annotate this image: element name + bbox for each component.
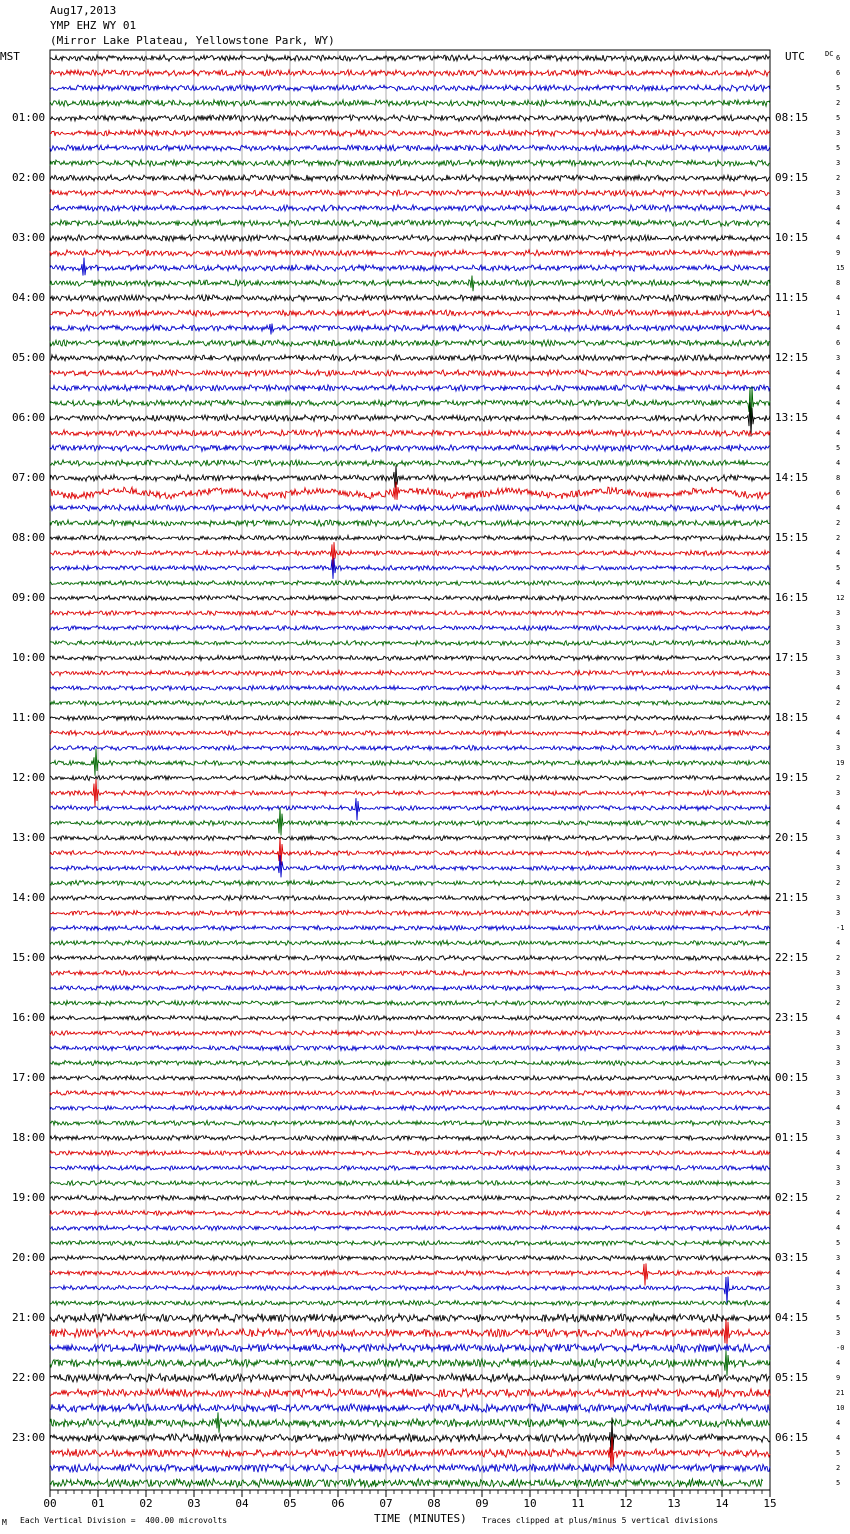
dc-offset-value: 4 xyxy=(836,1269,841,1277)
dc-offset-value: 9 xyxy=(836,249,841,257)
dc-offset-value: 3 xyxy=(836,129,841,137)
dc-offset-value: 2 xyxy=(836,999,841,1007)
dc-offset-value: 4 xyxy=(836,1209,841,1217)
right-hour-label: 11:15 xyxy=(775,291,809,304)
right-hour-label: 06:15 xyxy=(775,1431,809,1444)
dc-offset-value: 3 xyxy=(836,1059,841,1067)
left-hour-label: 14:00 xyxy=(12,891,46,904)
right-hour-label: 23:15 xyxy=(775,1011,809,1024)
right-hour-label: 18:15 xyxy=(775,711,809,724)
left-hour-label: 03:00 xyxy=(12,231,46,244)
left-hour-label: 01:00 xyxy=(12,111,46,124)
right-hour-label: 04:15 xyxy=(775,1311,809,1324)
x-tick-label: 05 xyxy=(283,1497,297,1510)
right-hour-label: 03:15 xyxy=(775,1251,809,1264)
x-tick-label: 06 xyxy=(331,1497,345,1510)
dc-offset-value: 3 xyxy=(836,624,841,632)
left-hour-label: 02:00 xyxy=(12,171,46,184)
dc-offset-value: 4 xyxy=(836,939,841,947)
right-hour-label: 02:15 xyxy=(775,1191,809,1204)
dc-offset-value: 5 xyxy=(836,1239,841,1247)
left-hour-label: 12:00 xyxy=(12,771,46,784)
dc-offset-value: 3 xyxy=(836,1074,841,1082)
dc-offset-value: 3 xyxy=(836,744,841,752)
dc-offset-value: 4 xyxy=(836,1299,841,1307)
x-tick-label: 07 xyxy=(379,1497,393,1510)
dc-offset-value: 6 xyxy=(836,339,841,347)
left-timezone-label: MST xyxy=(0,50,20,63)
left-hour-label: 13:00 xyxy=(12,831,46,844)
dc-offset-value: 5 xyxy=(836,1449,841,1457)
dc-offset-value: 5 xyxy=(836,1479,841,1487)
left-hour-label: 11:00 xyxy=(12,711,46,724)
left-hour-label: 10:00 xyxy=(12,651,46,664)
left-hour-label: 18:00 xyxy=(12,1131,46,1144)
dc-offset-value: -0 xyxy=(836,1344,845,1352)
left-hour-label: 04:00 xyxy=(12,291,46,304)
dc-offset-value: 9 xyxy=(836,1374,841,1382)
dc-offset-value: 3 xyxy=(836,1284,841,1292)
dc-offset-value: 4 xyxy=(836,219,841,227)
left-hour-label: 15:00 xyxy=(12,951,46,964)
dc-offset-value: 3 xyxy=(836,834,841,842)
dc-offset-value: 10 xyxy=(836,1404,845,1412)
right-hour-label: 20:15 xyxy=(775,831,809,844)
left-hour-label: 08:00 xyxy=(12,531,46,544)
dc-offset-value: 3 xyxy=(836,189,841,197)
right-hour-label: 13:15 xyxy=(775,411,809,424)
right-hour-label: 10:15 xyxy=(775,231,809,244)
dc-offset-value: 3 xyxy=(836,1329,841,1337)
dc-offset-value: 2 xyxy=(836,519,841,527)
x-tick-label: 12 xyxy=(619,1497,633,1510)
dc-offset-value: 3 xyxy=(836,909,841,917)
dc-offset-value: 3 xyxy=(836,894,841,902)
x-tick-label: 13 xyxy=(667,1497,681,1510)
dc-offset-value: 6 xyxy=(836,489,841,497)
right-hour-label: 21:15 xyxy=(775,891,809,904)
dc-offset-value: 2 xyxy=(836,1194,841,1202)
dc-offset-value: 3 xyxy=(836,1254,841,1262)
dc-offset-value: 3 xyxy=(836,1164,841,1172)
dc-offset-value: 4 xyxy=(836,714,841,722)
dc-offset-value: 8 xyxy=(836,279,841,287)
dc-offset-value: 3 xyxy=(836,984,841,992)
dc-offset-value: 4 xyxy=(836,1149,841,1157)
dc-offset-value: 4 xyxy=(836,849,841,857)
dc-offset-value: 3 xyxy=(836,669,841,677)
dc-offset-value: 4 xyxy=(836,1359,841,1367)
left-hour-label: 21:00 xyxy=(12,1311,46,1324)
left-hour-label: 17:00 xyxy=(12,1071,46,1084)
left-hour-label: 09:00 xyxy=(12,591,46,604)
record-date: Aug17,2013 xyxy=(50,4,117,17)
dc-offset-value: 2 xyxy=(836,774,841,782)
dc-offset-value: 3 xyxy=(836,1029,841,1037)
dc-offset-value: 4 xyxy=(836,1419,841,1427)
right-hour-label: 00:15 xyxy=(775,1071,809,1084)
dc-offset-value: 3 xyxy=(836,639,841,647)
dc-offset-value: 2 xyxy=(836,174,841,182)
dc-offset-value: -1 xyxy=(836,924,845,932)
x-tick-label: 10 xyxy=(523,1497,537,1510)
dc-offset-value: 3 xyxy=(836,1134,841,1142)
dc-offset-value: 8 xyxy=(836,474,841,482)
dc-offset-value: 4 xyxy=(836,579,841,587)
dc-offset-value: 1 xyxy=(836,309,841,317)
dc-offset-value: 12 xyxy=(836,594,845,602)
dc-offset-value: 3 xyxy=(836,609,841,617)
right-hour-label: 08:15 xyxy=(775,111,809,124)
station-code: YMP EHZ WY 01 xyxy=(50,19,137,32)
dc-offset-value: 2 xyxy=(836,879,841,887)
dc-offset-value: 3 xyxy=(836,1044,841,1052)
left-hour-label: 06:00 xyxy=(12,411,46,424)
dc-offset-value: 4 xyxy=(836,324,841,332)
dc-offset-value: 2 xyxy=(836,534,841,542)
dc-offset-value: 4 xyxy=(836,204,841,212)
dc-offset-value: 4 xyxy=(836,429,841,437)
dc-offset-value: 5 xyxy=(836,564,841,572)
x-tick-label: 09 xyxy=(475,1497,489,1510)
dc-offset-value: 4 xyxy=(836,384,841,392)
dc-offset-value: 5 xyxy=(836,1314,841,1322)
dc-offset-value: 5 xyxy=(836,144,841,152)
right-hour-label: 12:15 xyxy=(775,351,809,364)
left-hour-label: 05:00 xyxy=(12,351,46,364)
right-hour-label: 09:15 xyxy=(775,171,809,184)
dc-offset-value: 4 xyxy=(836,729,841,737)
dc-offset-value: 5 xyxy=(836,114,841,122)
dc-offset-value: 5 xyxy=(836,84,841,92)
dc-offset-value: 21 xyxy=(836,1389,845,1397)
dc-offset-value: 3 xyxy=(836,1089,841,1097)
dc-offset-value: 6 xyxy=(836,69,841,77)
dc-offset-value: 3 xyxy=(836,1179,841,1187)
x-tick-label: 08 xyxy=(427,1497,441,1510)
dc-offset-value: 4 xyxy=(836,504,841,512)
right-hour-label: 15:15 xyxy=(775,531,809,544)
dc-offset-value: 4 xyxy=(836,1104,841,1112)
left-hour-label: 07:00 xyxy=(12,471,46,484)
left-hour-label: 19:00 xyxy=(12,1191,46,1204)
right-hour-label: 22:15 xyxy=(775,951,809,964)
dc-offset-value: 15 xyxy=(836,264,845,272)
dc-offset-value: 4 xyxy=(836,1014,841,1022)
corner-mark: M xyxy=(2,1518,7,1527)
dc-offset-header: DC xyxy=(825,50,834,58)
dc-offset-value: 2 xyxy=(836,954,841,962)
x-tick-label: 01 xyxy=(91,1497,105,1510)
left-hour-label: 20:00 xyxy=(12,1251,46,1264)
right-hour-label: 01:15 xyxy=(775,1131,809,1144)
dc-offset-value: 4 xyxy=(836,369,841,377)
dc-offset-value: 3 xyxy=(836,1119,841,1127)
dc-offset-value: 3 xyxy=(836,354,841,362)
right-hour-label: 17:15 xyxy=(775,651,809,664)
x-tick-label: 04 xyxy=(235,1497,249,1510)
dc-offset-value: 19 xyxy=(836,759,845,767)
x-axis-title: TIME (MINUTES) xyxy=(374,1512,467,1525)
dc-offset-value: 3 xyxy=(836,864,841,872)
dc-offset-value: 3 xyxy=(836,789,841,797)
right-hour-label: 16:15 xyxy=(775,591,809,604)
dc-offset-value: 5 xyxy=(836,444,841,452)
dc-offset-value: 4 xyxy=(836,684,841,692)
right-timezone-label: UTC xyxy=(785,50,805,63)
x-tick-label: 14 xyxy=(715,1497,729,1510)
right-hour-label: 14:15 xyxy=(775,471,809,484)
x-tick-label: 00 xyxy=(43,1497,57,1510)
dc-offset-value: 2 xyxy=(836,99,841,107)
dc-offset-value: 4 xyxy=(836,549,841,557)
dc-offset-value: 4 xyxy=(836,234,841,242)
station-location: (Mirror Lake Plateau, Yellowstone Park, WY) xyxy=(50,34,335,47)
dc-offset-value: 4 xyxy=(836,804,841,812)
dc-offset-value: 2 xyxy=(836,699,841,707)
left-hour-label: 16:00 xyxy=(12,1011,46,1024)
dc-offset-value: 3 xyxy=(836,969,841,977)
scale-note: Each Vertical Division = 400.00 microvolts xyxy=(20,1516,228,1525)
dc-offset-value: 4 xyxy=(836,1224,841,1232)
left-hour-label: 23:00 xyxy=(12,1431,46,1444)
dc-offset-value: 4 xyxy=(836,294,841,302)
dc-offset-value: 4 xyxy=(836,414,841,422)
dc-offset-value: 3 xyxy=(836,159,841,167)
left-hour-label: 22:00 xyxy=(12,1371,46,1384)
x-tick-label: 11 xyxy=(571,1497,585,1510)
x-tick-label: 03 xyxy=(187,1497,201,1510)
dc-offset-value: 2 xyxy=(836,1464,841,1472)
dc-offset-value: 4 xyxy=(836,1434,841,1442)
dc-offset-value: 3 xyxy=(836,654,841,662)
x-tick-label: 02 xyxy=(139,1497,153,1510)
dc-offset-value: 4 xyxy=(836,459,841,467)
x-tick-label: 15 xyxy=(763,1497,777,1510)
dc-offset-value: 4 xyxy=(836,819,841,827)
dc-offset-value: 4 xyxy=(836,399,841,407)
right-hour-label: 05:15 xyxy=(775,1371,809,1384)
right-hour-label: 19:15 xyxy=(775,771,809,784)
clip-note: Traces clipped at plus/minus 5 vertical divisions xyxy=(482,1516,719,1525)
dc-offset-value: 6 xyxy=(836,54,841,62)
